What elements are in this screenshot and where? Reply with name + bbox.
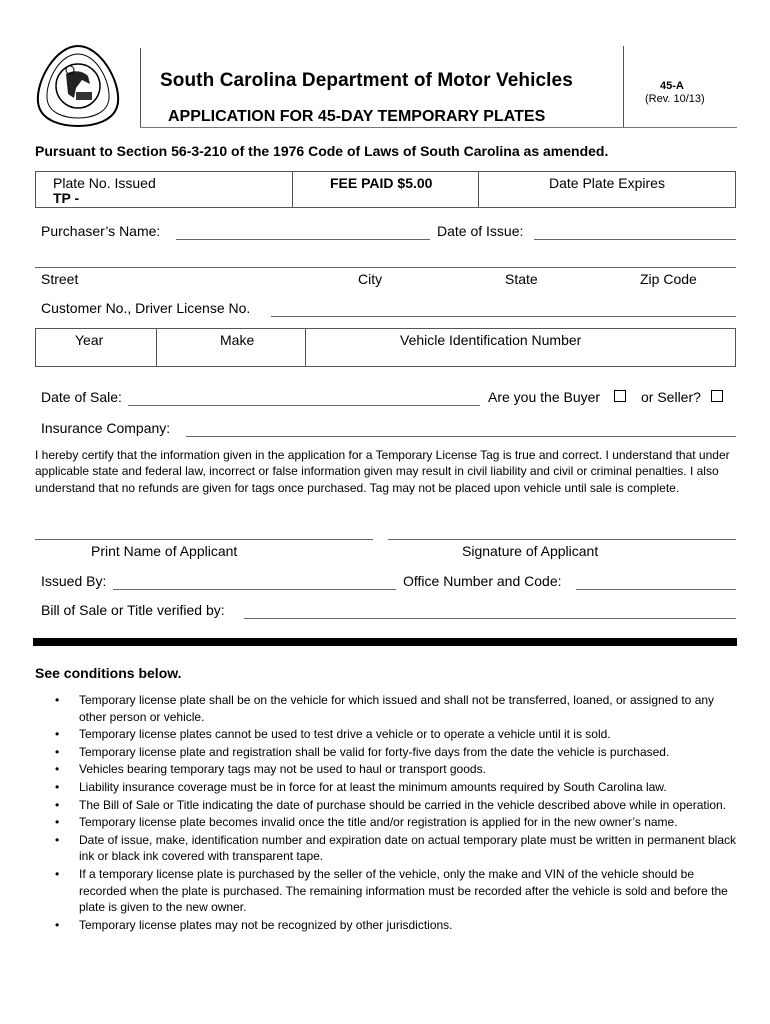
condition-item [55,814,740,831]
plate-number-field[interactable]: TP - [53,190,80,206]
bullet-icon: • [55,727,60,742]
bullet-icon: • [55,832,60,847]
form-number: 45-A [660,80,684,92]
condition-text: Temporary license plates cannot be used to test drive a vehicle or to operate a vehicle until it is sold. [79,727,611,742]
buyer-label: Are you the Buyer [488,389,601,405]
plate-expiration-field[interactable]: Date Plate Expires [549,175,665,191]
purchaser-name-label: Purchaser’s Name: [41,223,161,239]
condition-item [55,692,740,725]
date-of-issue-field[interactable] [534,239,736,240]
condition-item [55,726,740,743]
condition-item [55,832,740,865]
condition-text: Temporary license plates may not be recognized by other jurisdictions. [79,917,453,932]
header-divider-right [623,46,624,128]
customer-number-label: Customer No., Driver License No. [41,300,251,316]
application-title: APPLICATION FOR 45-DAY TEMPORARY PLATES [168,108,546,125]
department-title: South Carolina Department of Motor Vehicles [160,70,573,91]
verified-by-label: Bill of Sale or Title verified by: [41,602,225,618]
verified-by-field[interactable] [244,618,736,619]
bullet-icon: • [55,693,60,707]
condition-text: Temporary license plate becomes invalid once the title and/or registration is applied for in the new owner’s name. [79,815,678,830]
form-revision: (Rev. 10/13) [645,93,705,105]
vehicle-box-divider [305,328,306,367]
condition-item [55,917,740,934]
signature-field[interactable] [388,539,736,540]
vehicle-info-box [35,328,736,367]
header-divider-left [140,48,141,128]
bullet-icon: • [55,762,60,777]
insurance-company-field[interactable] [186,436,736,437]
conditions-list [55,692,740,934]
date-of-sale-label: Date of Sale: [41,389,122,405]
state-label: State [505,271,538,287]
statute-reference: Pursuant to Section 56-3-210 of the 1976 Code of Laws of South Carolina as amended. [35,143,609,159]
condition-text: The Bill of Sale or Title indicating the date of purchase should be carried in the vehicle described above while in operation. [79,797,727,812]
condition-text: Liability insurance coverage must be in force for at least the minimum amounts required by South Carolina law. [79,779,667,794]
bullet-icon: • [55,815,60,830]
buyer-checkbox[interactable] [614,390,626,402]
bullet-icon: • [55,779,60,794]
condition-text: Date of issue, make, identification number and expiration date on actual temporary plate must be written in permanent black ink or black ink covered with transparent tape. [79,832,737,864]
issued-by-label: Issued By: [41,573,107,589]
purchaser-name-field[interactable] [176,239,430,240]
fee-paid-label: FEE PAID $5.00 [330,175,433,191]
vehicle-box-divider [156,328,157,367]
condition-item [55,779,740,796]
condition-item [55,744,740,761]
city-label: City [358,271,383,287]
vehicle-make-field[interactable]: Make [220,332,255,348]
condition-item [55,761,740,778]
conditions-heading: See conditions below. [35,665,182,681]
certification-statement: I hereby certify that the information given in the application for a Temporary License Tag is true and correct. I understand that under applicable state and federal law, incorrect or false information given may result in civil liability and civil or criminal penalties. I also understand that no refunds are given for tags once purchased. Tag may not be placed upon vehicle until sale is complete. [35,448,730,495]
seller-label: or Seller? [641,389,701,405]
condition-text: Vehicles bearing temporary tags may not be used to haul or transport goods. [79,762,486,777]
print-name-field[interactable] [35,539,373,540]
bullet-icon: • [55,866,60,881]
office-code-label: Office Number and Code: [403,573,562,589]
plate-box-divider [478,171,479,208]
plate-box-divider [292,171,293,208]
signature-label: Signature of Applicant [462,543,599,559]
condition-item [55,866,740,916]
section-divider-bar [33,638,737,646]
date-of-issue-label: Date of Issue: [437,223,524,239]
scdmv-logo [30,40,126,132]
header-rule [140,127,737,128]
address-field[interactable] [35,267,736,268]
bullet-icon: • [55,744,60,759]
zip-code-label: Zip Code [640,271,697,287]
customer-number-field[interactable] [271,316,736,317]
vehicle-vin-field[interactable]: Vehicle Identification Number [400,332,582,348]
bullet-icon: • [55,917,60,932]
insurance-company-label: Insurance Company: [41,420,171,436]
vehicle-year-field[interactable]: Year [75,332,104,348]
date-of-sale-field[interactable] [128,405,480,406]
bullet-icon: • [55,797,60,812]
street-label: Street [41,271,79,287]
condition-text: Temporary license plate and registration shall be valid for forty-five days from the date the vehicle is purchased. [79,744,670,759]
condition-text: If a temporary license plate is purchased by the seller of the vehicle, only the make and VIN of the vehicle should be recorded when the plate is purchased. The remaining information must be recorded after the vehicle is sold and before the plate is given to the new owner. [79,866,728,915]
issued-by-field[interactable] [113,589,396,590]
seller-checkbox[interactable] [711,390,723,402]
plate-number-label: Plate No. Issued [53,175,156,191]
office-code-field[interactable] [576,589,736,590]
print-name-label: Print Name of Applicant [91,543,238,559]
condition-text: Temporary license plate shall be on the vehicle for which issued and shall not be transferred, loaned, or assigned to any other person or vehicle. [79,693,715,724]
condition-item [55,797,740,814]
